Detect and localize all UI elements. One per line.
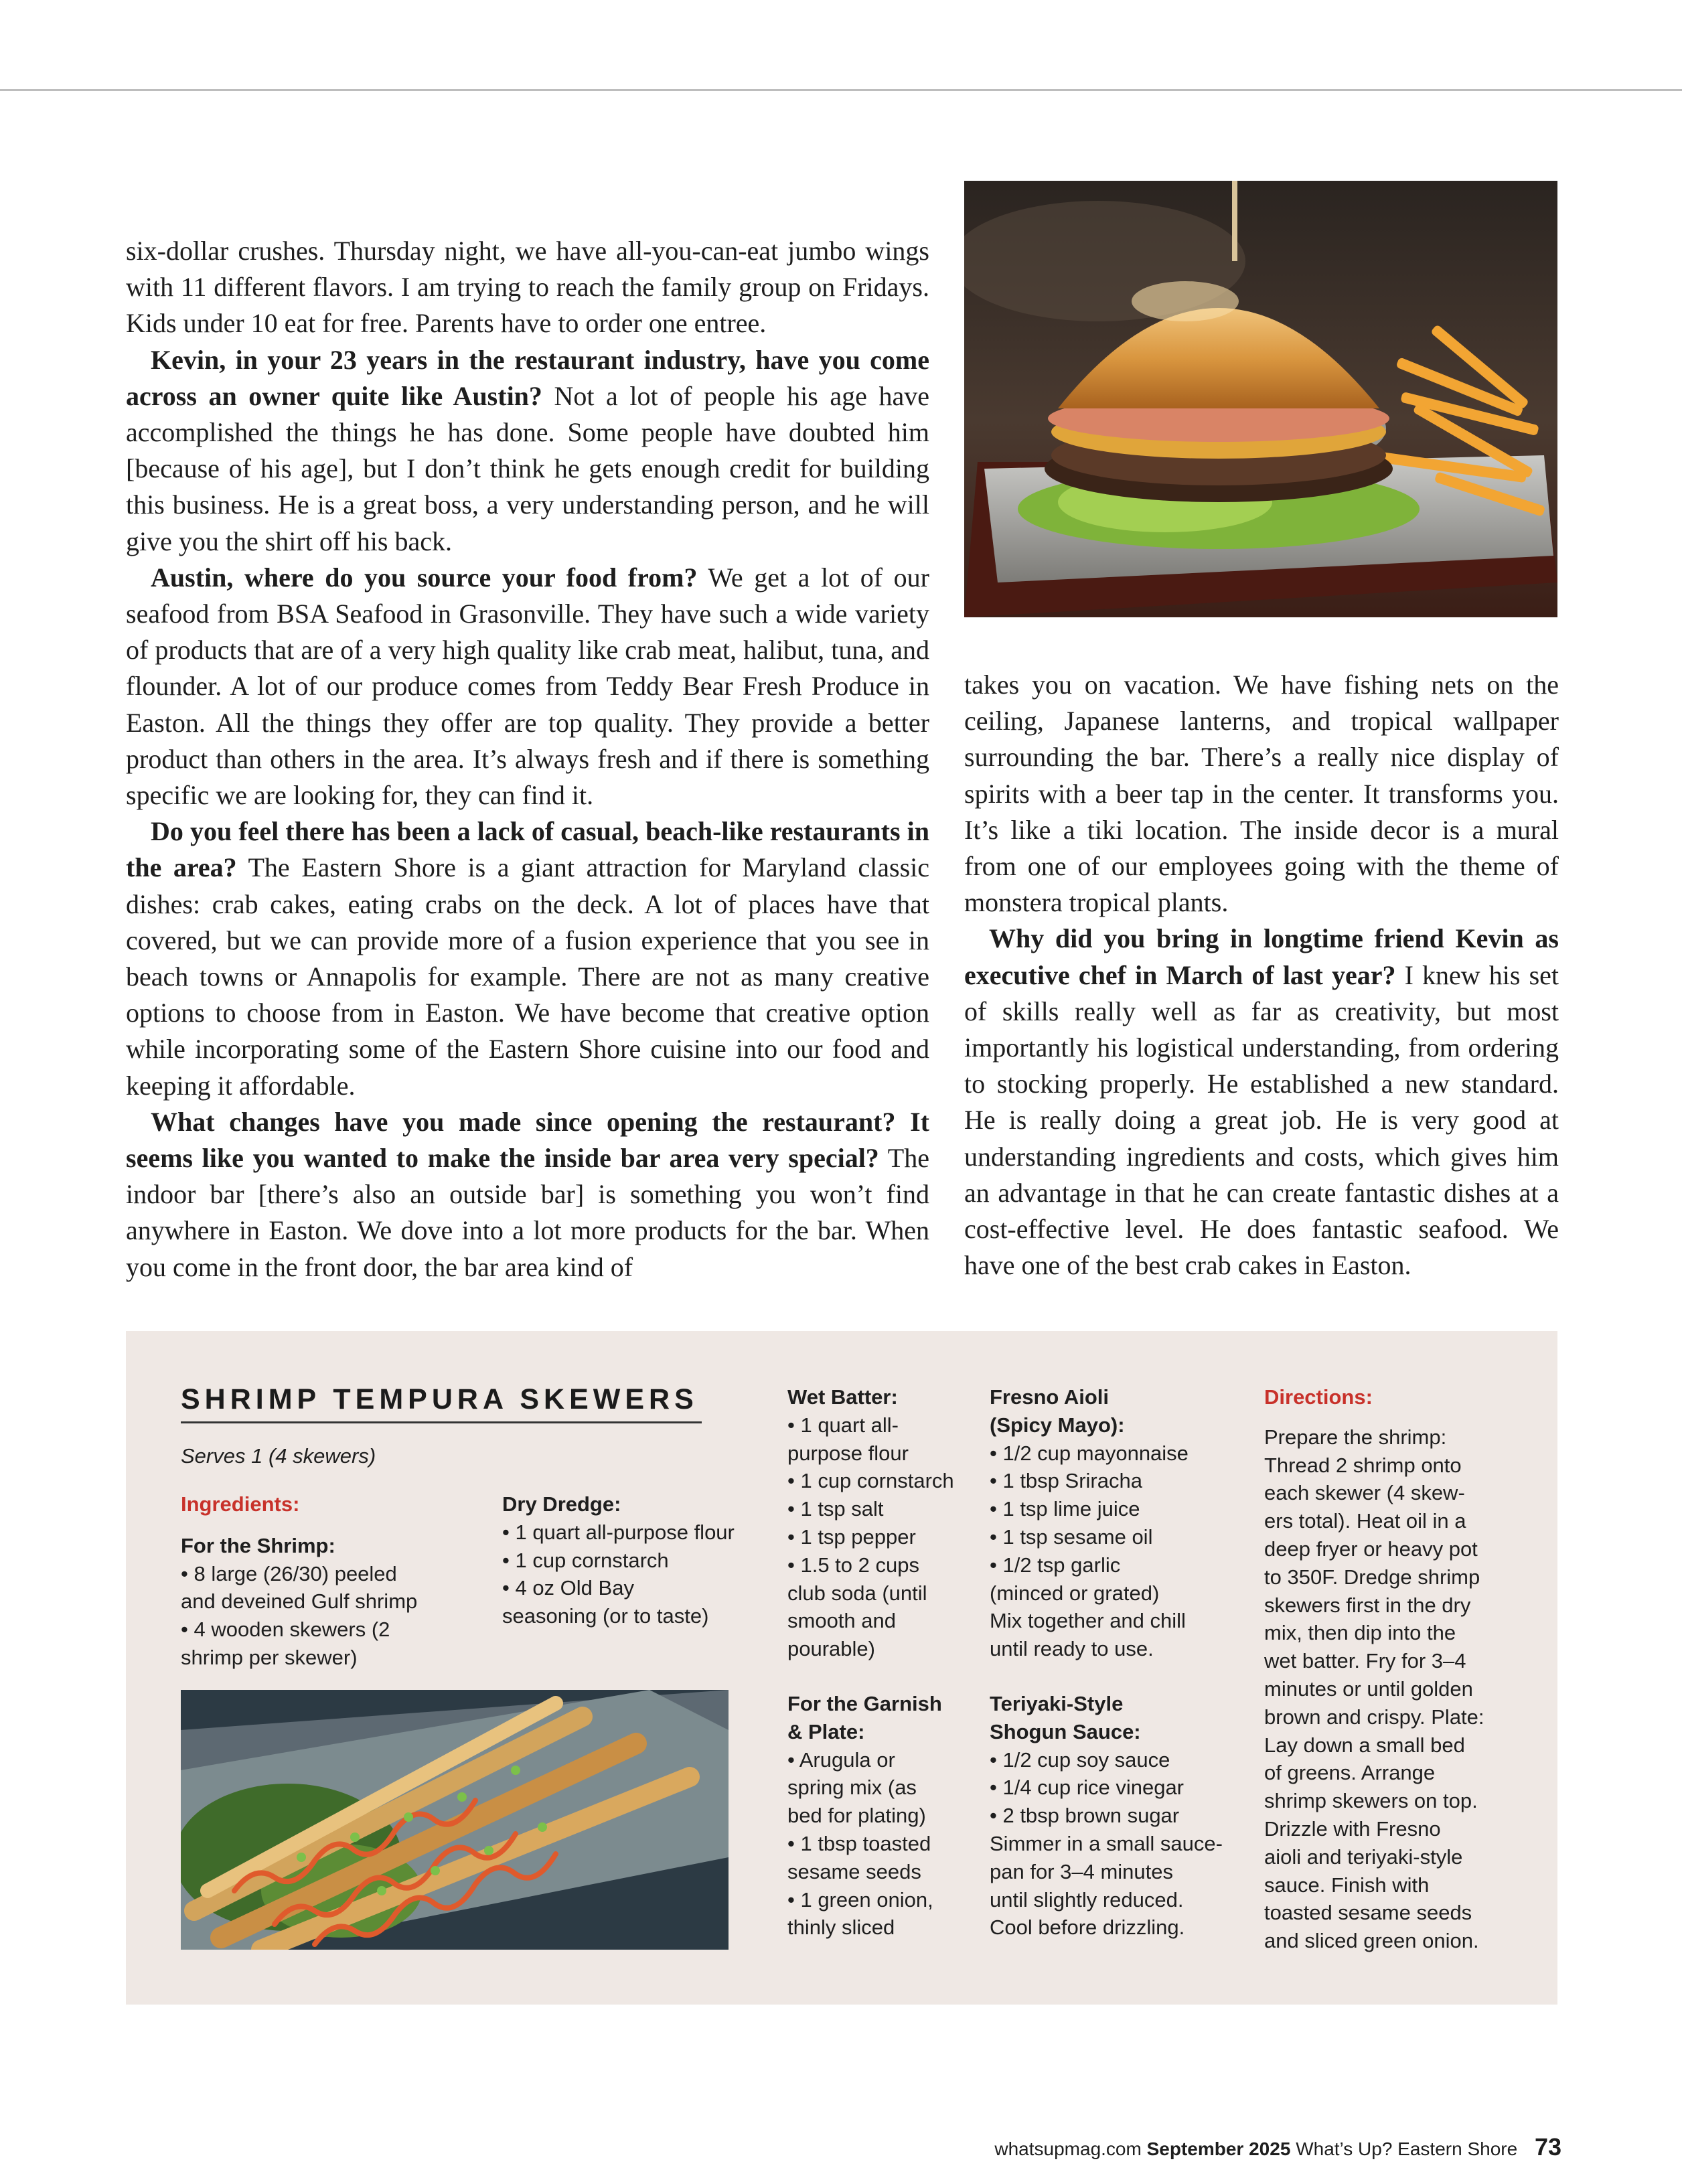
list-item: club soda (until	[787, 1581, 927, 1605]
list-item: sesame seeds	[787, 1859, 921, 1883]
article-left-column	[126, 233, 929, 1285]
garnish	[787, 1690, 982, 1942]
direction-line: brown and crispy. Plate:	[1264, 1705, 1484, 1729]
list-item: spring mix (as	[787, 1776, 917, 1800]
list-item: • 1 tbsp Sriracha	[990, 1469, 1142, 1493]
teriyaki-sauce	[990, 1690, 1257, 1942]
footer-issue: September 2025	[1146, 2138, 1291, 2159]
recipe-title: SHRIMP TEMPURA SKEWERS	[181, 1383, 698, 1415]
recipe-title-rule	[181, 1421, 702, 1423]
page-footer	[994, 2133, 1561, 2161]
question-lead: Do you feel there has been a lack of casual, beach-like restaurants in the area?	[126, 816, 929, 883]
list-item: • 4 wooden skewers (2	[181, 1618, 390, 1642]
question-lead: What changes have you made since opening the restaurant? It seems like you wanted to make the inside bar area very special?	[126, 1106, 929, 1174]
direction-line: to 350F. Dredge shrimp	[1264, 1565, 1480, 1589]
sauce-heading: Shogun Sauce:	[990, 1719, 1141, 1743]
footer-site: whatsupmag.com	[994, 2138, 1142, 2159]
list-item: • 1 tsp salt	[787, 1497, 884, 1521]
list-item: • 2 tbsp brown sugar	[990, 1804, 1180, 1828]
list-item: • 8 large (26/30) peeled	[181, 1561, 397, 1585]
shrimp-heading: For the Shrimp:	[181, 1533, 335, 1557]
list-item: • 1 tsp sesame oil	[990, 1525, 1153, 1549]
direction-line: ers total). Heat oil in a	[1264, 1509, 1466, 1533]
batter-heading: Wet Batter:	[787, 1385, 898, 1409]
garnish-heading: For the Garnish	[787, 1692, 942, 1715]
list-item: • 1/2 tsp garlic	[990, 1553, 1121, 1577]
list-item: (minced or grated)	[990, 1581, 1160, 1605]
answer-text: I knew his set of skills really well as far as creativity, but most importantly his logistical understanding, from ordering to stocking properly. He established a new standard. He is really doing a great job. He is very good at understanding ingredients and costs, which gives him an advantage in that he can create fantastic dishes at a cost-effective level. He does fantastic seafood. We have one of the best crab cakes in Easton.	[964, 959, 1559, 1281]
direction-line: Drizzle with Fresno	[1264, 1816, 1441, 1841]
paragraph	[964, 667, 1559, 921]
garnish-heading: & Plate:	[787, 1719, 865, 1743]
list-item: Mix together and chill	[990, 1609, 1186, 1633]
list-item: • 1 cup cornstarch	[787, 1469, 954, 1493]
list-item: • 1.5 to 2 cups	[787, 1553, 919, 1577]
directions-heading: Directions:	[1264, 1385, 1373, 1409]
list-item: • 1/2 cup soy sauce	[990, 1747, 1170, 1772]
list-item: • 1 quart all-	[787, 1413, 899, 1437]
answer-text: takes you on vacation. We have fishing nets on the ceiling, Japanese lanterns, and tropical wallpaper surrounding the bar. There’s a really nice display of spirits with a beer tap in the center. It transforms you. It’s like a tiki location. The inside decor is a mural from one of our employees going with the theme of monstera tropical plants.	[964, 670, 1559, 918]
direction-line: toasted sesame seeds	[1264, 1901, 1472, 1925]
footer-publication: What’s Up? Eastern Shore	[1296, 2138, 1518, 2159]
shrimp-skewers-photo	[181, 1690, 729, 1950]
list-item: • 1 quart all-purpose flour	[502, 1520, 735, 1544]
article-right-column	[964, 667, 1559, 1283]
list-item: • 1/2 cup mayonnaise	[990, 1441, 1189, 1465]
directions	[1264, 1383, 1532, 1955]
paragraph	[126, 1104, 929, 1285]
question-lead: Austin, where do you source your food from?	[151, 562, 698, 593]
top-rule	[0, 89, 1682, 91]
direction-line: Lay down a small bed	[1264, 1733, 1465, 1757]
question-lead: Why did you bring in longtime friend Kevin as executive chef in March of last year?	[964, 923, 1559, 990]
list-item: Simmer in a small sauce-	[990, 1831, 1223, 1855]
aioli-heading: (Spicy Mayo):	[990, 1413, 1125, 1437]
dredge-heading: Dry Dredge:	[502, 1492, 621, 1516]
direction-line: aioli and teriyaki-style	[1264, 1845, 1463, 1869]
direction-line: sauce. Finish with	[1264, 1873, 1430, 1897]
direction-line: skewers first in the dry	[1264, 1593, 1471, 1617]
list-item: shrimp per skewer)	[181, 1645, 358, 1669]
list-item: • 4 oz Old Bay	[502, 1576, 634, 1600]
answer-text: The Eastern Shore is a giant attraction for Maryland classic dishes: crab cakes, eating crabs on the deck. A lot of places have that covered, but we can provide more of a fusion experience that you see in beach towns or Annapolis for example. There are not as many creative options to choose from in Easton. We have become that creative option while incorporating some of the Eastern Shore cuisine into our food and keeping it affordable.	[126, 852, 929, 1101]
list-item: • 1 tbsp toasted	[787, 1831, 931, 1855]
direction-line: each skewer (4 skew-	[1264, 1481, 1465, 1505]
paragraph	[126, 560, 929, 813]
answer-text: six-dollar crushes. Thursday night, we have all-you-can-eat jumbo wings with 11 different flavors. I am trying to reach the family group on Fridays. Kids under 10 eat for free. Parents have to order one entree.	[126, 236, 929, 339]
direction-line: deep fryer or heavy pot	[1264, 1537, 1478, 1561]
direction-line: mix, then dip into the	[1264, 1621, 1456, 1645]
recipe-serves: Serves 1 (4 skewers)	[181, 1444, 376, 1468]
question-lead: Kevin, in your 23 years in the restaurant industry, have you come across an owner quite like Austin?	[126, 344, 929, 411]
direction-line: Thread 2 shrimp onto	[1264, 1453, 1462, 1477]
fresno-aioli	[990, 1383, 1244, 1663]
paragraph	[964, 921, 1559, 1283]
list-item: and deveined Gulf shrimp	[181, 1589, 418, 1614]
recipe-box	[126, 1331, 1557, 2005]
list-item: smooth and	[787, 1609, 896, 1633]
shrimp-ingredients	[181, 1490, 475, 1672]
list-item: Cool before drizzling.	[990, 1916, 1185, 1940]
list-item: • 1 tsp pepper	[787, 1525, 916, 1549]
paragraph	[126, 233, 929, 342]
list-item: • 1 cup cornstarch	[502, 1548, 669, 1572]
direction-line: Prepare the shrimp:	[1264, 1425, 1447, 1449]
list-item: • 1 tsp lime juice	[990, 1497, 1140, 1521]
ingredients-label: Ingredients:	[181, 1492, 300, 1516]
direction-line: and sliced green onion.	[1264, 1929, 1479, 1953]
list-item: thinly sliced	[787, 1916, 895, 1940]
direction-line: wet batter. Fry for 3–4	[1264, 1649, 1466, 1673]
wet-batter	[787, 1383, 982, 1663]
aioli-heading: Fresno Aioli	[990, 1385, 1109, 1409]
list-item: pourable)	[787, 1637, 875, 1661]
direction-line: minutes or until golden	[1264, 1676, 1473, 1701]
list-item: seasoning (or to taste)	[502, 1604, 709, 1628]
list-item: pan for 3–4 minutes	[990, 1859, 1174, 1883]
sauce-heading: Teriyaki-Style	[990, 1692, 1124, 1715]
dry-dredge	[502, 1490, 783, 1630]
direction-line: of greens. Arrange	[1264, 1761, 1436, 1785]
list-item: bed for plating)	[787, 1804, 926, 1828]
list-item: until slightly reduced.	[990, 1887, 1184, 1912]
list-item: until ready to use.	[990, 1637, 1154, 1661]
list-item: purpose flour	[787, 1441, 909, 1465]
answer-text: Not a lot of people his age have accomplished the things he has done. Some people have doubted him [because of his age], but I don’t think he gets enough credit for building this business. He is a great boss, a very understanding person, and he will give you the shirt off his back.	[126, 380, 929, 556]
burger-photo	[964, 181, 1557, 617]
answer-text: We get a lot of our seafood from BSA Seafood in Grasonville. They have such a wide variety of products that are of a very high quality like crab meat, halibut, tuna, and flounder. A lot of our produce comes from Teddy Bear Fresh Produce in Easton. All the things they offer are top quality. They provide a better product than others in the area. It’s always fresh and if there is something specific we are looking for, they can find it.	[126, 562, 929, 811]
list-item: • 1/4 cup rice vinegar	[990, 1776, 1184, 1800]
direction-line: shrimp skewers on top.	[1264, 1789, 1478, 1813]
list-item: • Arugula or	[787, 1747, 895, 1772]
list-item: • 1 green onion,	[787, 1887, 933, 1912]
page-number: 73	[1534, 2133, 1561, 2161]
paragraph	[126, 342, 929, 560]
answer-text: The indoor bar [there’s also an outside bar] is something you won’t find anywhere in Easton. We dove into a lot more products for the bar. When you come in the front door, the bar area kind of	[126, 1143, 929, 1282]
paragraph	[126, 813, 929, 1104]
